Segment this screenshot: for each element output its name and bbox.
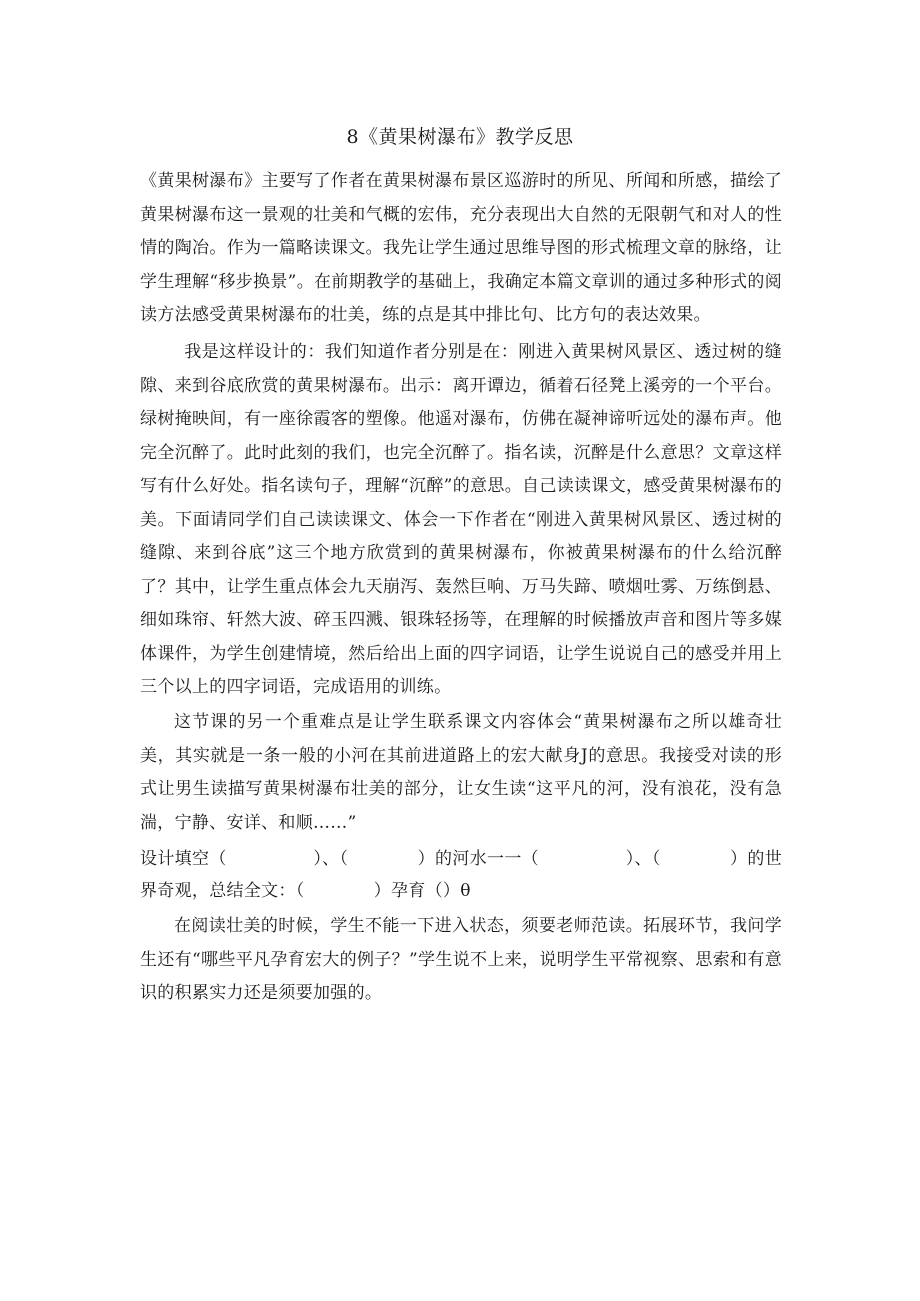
paragraph-design: 我是这样设计的：我们知道作者分别是在：刚进入黄果树风景区、透过树的缝隙、来到谷底欣赏的黄果树瀑布。出示：离开谭边，循着石径凳上溪旁的一个平台。绿树掩映间，有一座徐霞客的塑像。他遥对瀑布，仿佛在凝神谛听远处的瀑布声。他完全沉醉了。此时此刻的我们，也完全沉醉了。指名读，沉醉是什么意思？文章这样写有什么好处。指名读句子，理解“沉醉”的意思。自己读读课文，感受黄果树瀑布的美。下面请同学们自己读读课文、体会一下作者在“刚进入黄果树风景区、透过树的缝隙、来到谷底”这三个地方欣赏到的黄果树瀑布，你被黄果树瀑布的什么给沉醉了？其中，让学生重点体会九天崩泻、轰然巨响、万马失蹄、喷烟吐雾、万练倒悬、细如珠帘、轩然大波、碎玉四溅、银珠轻扬等，在理解的时候播放声音和图片等多媒体课件，为学生创建情境，然后给出上面的四字词语，让学生说说自己的感受并用上三个以上的四字词语，完成语用的训练。	[140, 342, 782, 697]
document-title: 8《黄果树瀑布》教学反思	[346, 126, 574, 148]
paragraph-difficulty: 这节课的另一个重难点是让学生联系课文内容体会“黄果树瀑布之所以雄奇壮美，其实就是一条一般的小河在其前进道路上的宏大献身J的意思。我接受对读的形式让男生读描写黄果树瀑布壮美的部分，让女生读“这平凡的河，没有浪花，没有急湍，宁静、安详、和顺……”	[140, 712, 782, 833]
paragraph-reflection: 在阅读壮美的时候，学生不能一下进入状态，须要老师范读。拓展环节，我问学生还有“哪些平凡孕育宏大的例子？”学生说不上来，说明学生平常视察、思索和有意识的积累实力还是须要加强的。	[140, 916, 782, 1003]
paragraph-fill-blank: 设计填空（ ）、（ ）的河水一一（ ）、（ ）的世界奇观，总结全文：（ ）孕育（）θ	[140, 849, 782, 901]
paragraph-intro: 《黄果树瀑布》主要写了作者在黄果树瀑布景区巡游时的所见、所闻和所感，描绘了黄果树瀑布这一景观的壮美和气概的宏伟，充分表现出大自然的无限朝气和对人的性情的陶冶。作为一篇略读课文。我先让学生通过思维导图的形式梳理文章的脉络，让学生理解“移步换景”。在前期教学的基础上，我确定本篇文章训的通过多种形式的阅读方法感受黄果树瀑布的壮美，练的点是其中排比句、比方句的表达效果。	[140, 171, 782, 325]
